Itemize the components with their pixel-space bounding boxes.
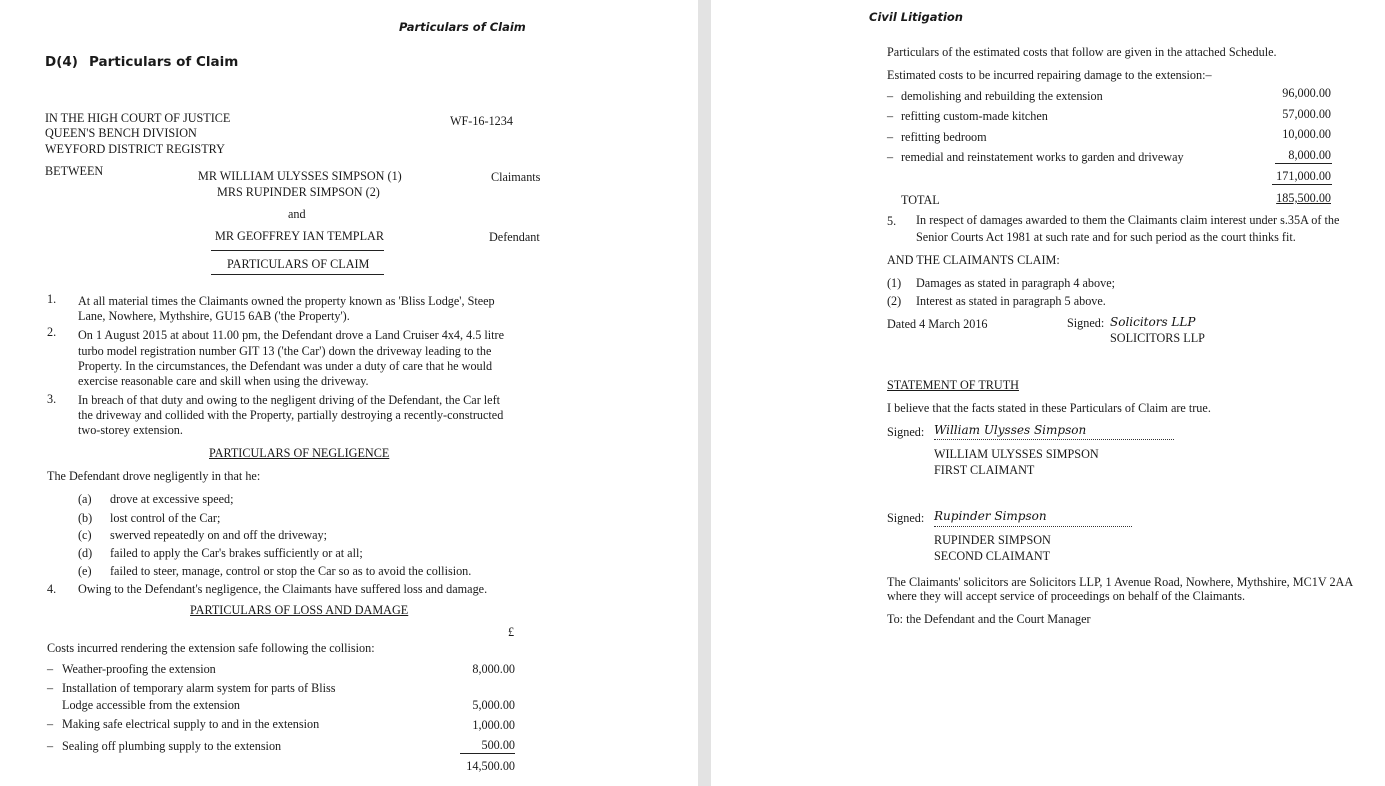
claimants-role: Claimants [491,170,541,184]
cost-dash: – [47,662,54,676]
estimate-dash: – [887,89,894,103]
first-claimant-signature: William Ulysses Simpson [934,423,1087,437]
address-line-1: The Claimants' solicitors are Solicitors LLP, 1 Avenue Road, Nowhere, Mythshire, MC1V 2AA [887,575,1354,589]
heading-rule-bottom [211,274,384,275]
negligence-label-b: (b) [78,511,93,525]
estimated-intro: Estimated costs to be incurred repairing damage to the extension:– [887,68,1212,82]
cost-item: Making safe electrical supply to and in the extension [62,717,320,731]
truth-heading: STATEMENT OF TRUTH [887,378,1019,392]
and-label: and [288,207,306,221]
para-1-line-1: At all material times the Claimants owned the property known as 'Bliss Lodge', Steep [78,294,495,308]
signed-label: Signed: [887,511,925,525]
cost-amount: 500.00 [481,738,515,752]
negligence-intro: The Defendant drove negligently in that he: [47,469,261,483]
solicitor-signature: Solicitors LLP [1110,315,1196,329]
para-1-number: 1. [47,292,57,306]
para-2-line-3: Property. In the circumstances, the Defendant was under a duty of care that he would [78,359,493,373]
claim-heading: PARTICULARS OF CLAIM [227,257,370,271]
costs-total: 14,500.00 [466,759,515,773]
signed-label: Signed: [887,425,925,439]
para-5-line-1: In respect of damages awarded to them the Claimants claim interest under s.35A of the [916,213,1340,227]
total-label: TOTAL [901,193,940,207]
negligence-item-b: lost control of the Car; [110,511,221,525]
para-3-line-2: the driveway and collided with the Property, partially destroying a recently-constructed [78,408,504,422]
running-header: Civil Litigation [869,10,963,24]
second-claimant-role: SECOND CLAIMANT [934,549,1051,563]
heading-rule-top [211,250,384,251]
cost-dash: – [47,681,54,695]
para-5-line-2: Senior Courts Act 1981 at such rate and for such period as the court thinks fit. [916,230,1296,244]
para-4-number: 4. [47,582,57,596]
signature-line [934,439,1174,440]
court-line-2: QUEEN'S BENCH DIVISION [45,126,197,140]
para-2-number: 2. [47,325,57,339]
estimate-dash: – [887,130,894,144]
doc-title: Particulars of Claim [89,54,239,70]
negligence-label-e: (e) [78,564,92,578]
cost-dash: – [47,717,54,731]
total-rule [1272,184,1332,185]
estimate-subtotal: 171,000.00 [1276,169,1331,183]
estimate-item: refitting custom-made kitchen [901,109,1048,123]
negligence-item-e: failed to steer, manage, control or stop the Car so as to avoid the collision. [110,564,472,578]
court-line-1: IN THE HIGH COURT OF JUSTICE [45,111,231,125]
loss-heading: PARTICULARS OF LOSS AND DAMAGE [190,603,409,617]
first-claimant-role: FIRST CLAIMANT [934,463,1035,477]
defendant-role: Defendant [489,230,540,244]
claim-item-2: Interest as stated in paragraph 5 above. [916,294,1106,308]
signed-label: Signed: [1067,316,1105,330]
cost-amount: 8,000.00 [472,662,515,676]
negligence-label-c: (c) [78,528,92,542]
estimate-item: demolishing and rebuilding the extension [901,89,1103,103]
claim-label-2: (2) [887,294,902,308]
second-claimant-signature: Rupinder Simpson [934,509,1047,523]
recipients: To: the Defendant and the Court Manager [887,612,1091,626]
claimant-1: MR WILLIAM ULYSSES SIMPSON (1) [198,169,402,183]
running-header: Particulars of Claim [399,20,526,34]
negligence-label-a: (a) [78,492,92,506]
cost-amount: 5,000.00 [472,698,515,712]
doc-code: D(4) [45,54,78,70]
estimate-item: refitting bedroom [901,130,987,144]
defendant-name: MR GEOFFREY IAN TEMPLAR [215,229,384,243]
para-2-line-1: On 1 August 2015 at about 11.00 pm, the Defendant drove a Land Cruiser 4x4, 4.5 litre [78,328,505,342]
schedule-intro: Particulars of the estimated costs that follow are given in the attached Schedule. [887,45,1277,59]
cost-item: Sealing off plumbing supply to the extension [62,739,282,753]
para-5-number: 5. [887,214,897,228]
estimate-item: remedial and reinstatement works to garden and driveway [901,150,1184,164]
cost-amount: 1,000.00 [472,718,515,732]
estimate-amount: 10,000.00 [1282,127,1331,141]
truth-text: I believe that the facts stated in these Particulars of Claim are true. [887,401,1211,415]
para-2-line-4: exercise reasonable care and skill when using the driveway. [78,374,369,388]
currency-label: £ [508,625,515,639]
estimate-amount: 57,000.00 [1282,107,1331,121]
page-gutter [698,0,711,786]
between-label: BETWEEN [45,164,104,178]
claim-heading: AND THE CLAIMANTS CLAIM: [887,253,1060,267]
claimant-2: MRS RUPINDER SIMPSON (2) [217,185,380,199]
negligence-item-c: swerved repeatedly on and off the driveway; [110,528,328,542]
cost-dash: – [47,739,54,753]
negligence-label-d: (d) [78,546,93,560]
para-2-line-2: turbo model registration number GIT 13 ('the Car') down the driveway leading to the [78,344,492,358]
para-3-number: 3. [47,392,57,406]
right-page [711,0,1385,786]
solicitor-name: SOLICITORS LLP [1110,331,1205,345]
estimate-amount: 8,000.00 [1288,148,1331,162]
court-line-3: WEYFORD DISTRICT REGISTRY [45,142,225,156]
para-3-line-1: In breach of that duty and owing to the negligent driving of the Defendant, the Car left [78,393,501,407]
cost-item: Weather-proofing the extension [62,662,216,676]
para-4-text: Owing to the Defendant's negligence, the Claimants have suffered loss and damage. [78,582,488,596]
subtotal-rule [1275,163,1332,164]
second-claimant-name: RUPINDER SIMPSON [934,533,1051,547]
dated-line: Dated 4 March 2016 [887,317,988,331]
claim-label-1: (1) [887,276,902,290]
estimate-dash: – [887,109,894,123]
claim-number: WF-16-1234 [450,114,513,128]
estimate-dash: – [887,150,894,164]
grand-total: 185,500.00 [1276,191,1331,205]
estimate-amount: 96,000.00 [1282,86,1331,100]
subtotal-rule [460,753,515,754]
negligence-item-a: drove at excessive speed; [110,492,234,506]
negligence-heading: PARTICULARS OF NEGLIGENCE [209,446,390,460]
signature-line [934,526,1132,527]
cost-item: Installation of temporary alarm system for parts of Bliss [62,681,336,695]
negligence-item-d: failed to apply the Car's brakes sufficiently or at all; [110,546,363,560]
para-3-line-3: two-storey extension. [78,423,183,437]
address-line-2: where they will accept service of proceedings on behalf of the Claimants. [887,589,1246,603]
costs-intro: Costs incurred rendering the extension safe following the collision: [47,641,375,655]
para-1-line-2: Lane, Nowhere, Mythshire, GU15 6AB ('the Property'). [78,309,350,323]
claim-item-1: Damages as stated in paragraph 4 above; [916,276,1115,290]
first-claimant-name: WILLIAM ULYSSES SIMPSON [934,447,1099,461]
cost-item-continued: Lodge accessible from the extension [62,698,241,712]
